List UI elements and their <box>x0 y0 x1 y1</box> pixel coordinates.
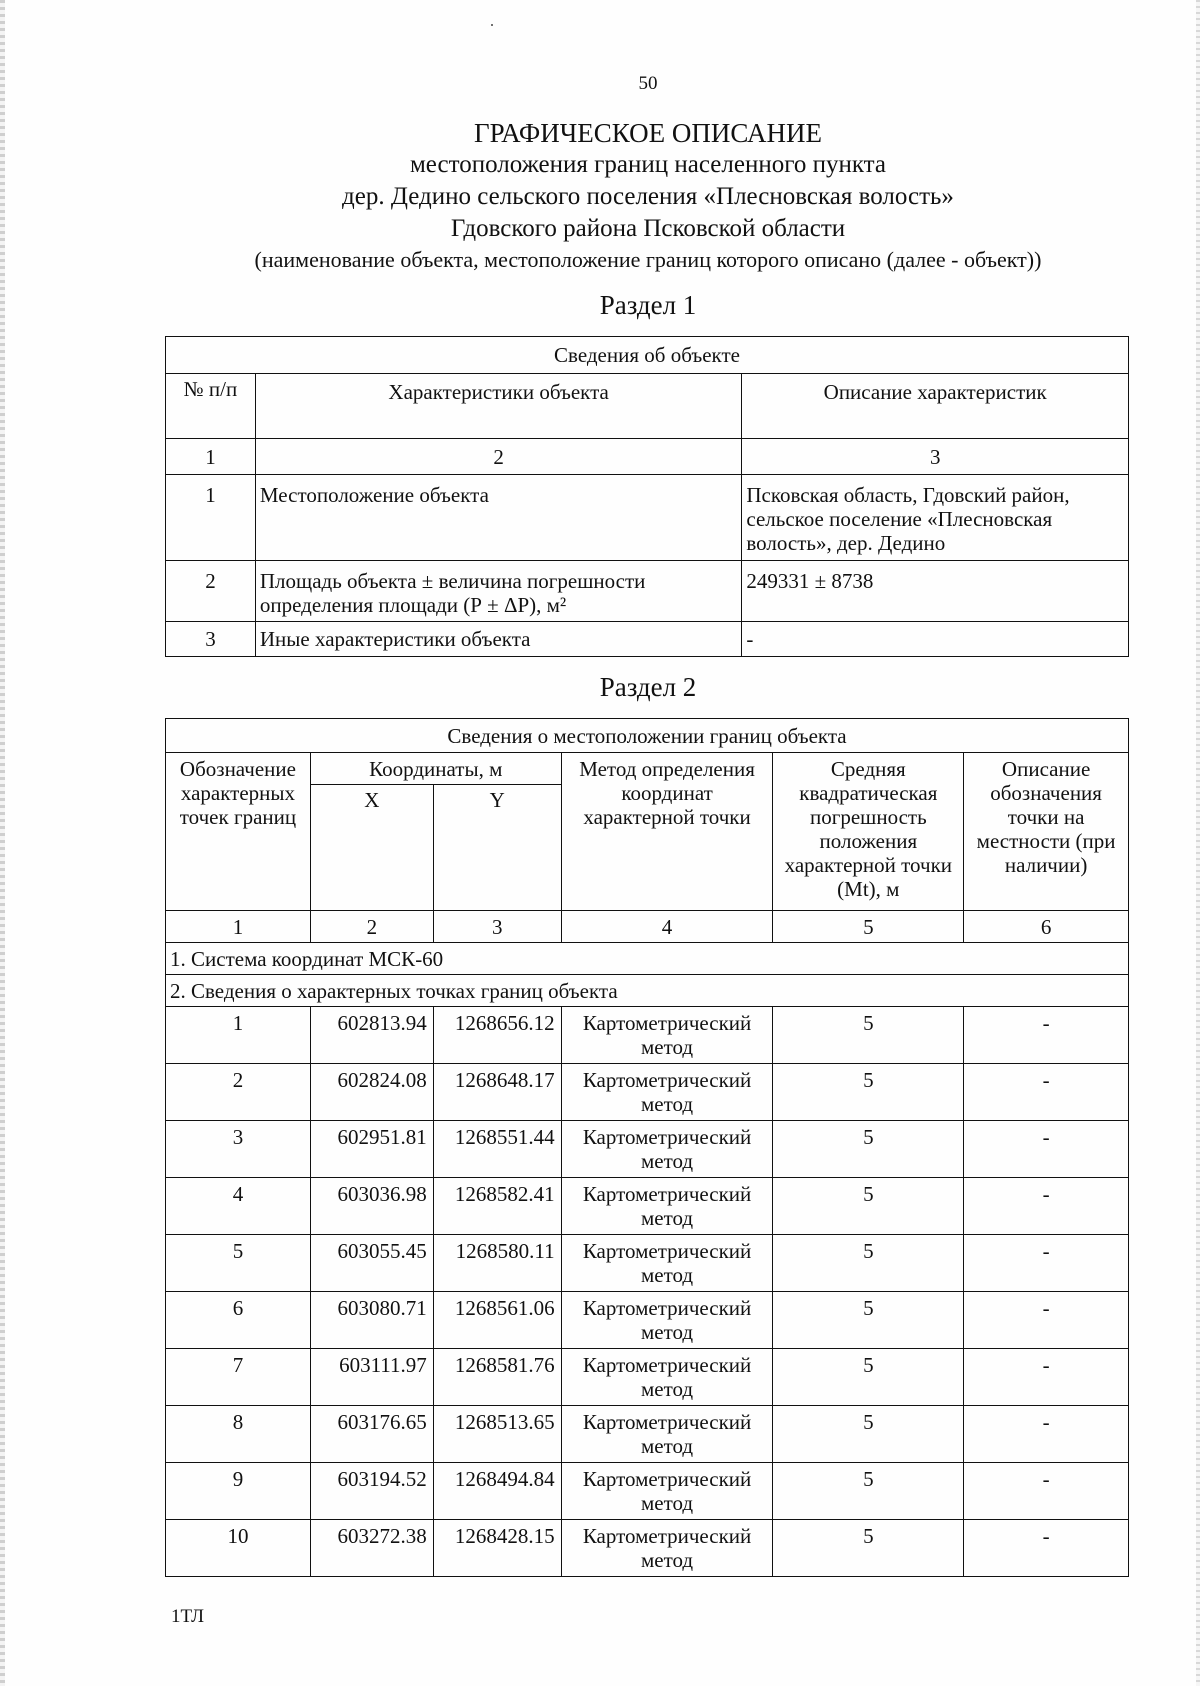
point-y: 1268494.84 <box>433 1463 561 1520</box>
boundary-table-caption: Сведения о местоположении границ объекта <box>166 719 1129 753</box>
col-header-characteristic: Характеристики объекта <box>255 374 741 439</box>
point-y: 1268551.44 <box>433 1121 561 1178</box>
row-description: Псковская область, Гдовский район, сельское поселение «Плесновская волость», дер. Дедино <box>742 475 1129 561</box>
col-number: 4 <box>561 911 773 943</box>
col-header-description: Описание характеристик <box>742 374 1129 439</box>
point-description: - <box>964 1007 1129 1064</box>
row-description: - <box>742 622 1129 657</box>
table-row <box>166 561 1129 622</box>
col-header-method: Метод определения координат характерной точки <box>561 753 773 911</box>
table-row <box>166 1520 1129 1577</box>
table-row <box>166 1292 1129 1349</box>
point-x: 603055.45 <box>310 1235 433 1292</box>
row-index: 1 <box>166 475 256 561</box>
col-number: 3 <box>433 911 561 943</box>
col-header-y: Y <box>433 785 561 911</box>
point-x: 602951.81 <box>310 1121 433 1178</box>
point-method: Картометрический метод <box>561 1292 773 1349</box>
point-id: 10 <box>166 1520 311 1577</box>
point-error: 5 <box>773 1463 964 1520</box>
table-row <box>166 1007 1129 1064</box>
col-header-index: № п/п <box>166 374 256 439</box>
point-description: - <box>964 1406 1129 1463</box>
point-error: 5 <box>773 1007 964 1064</box>
point-error: 5 <box>773 1406 964 1463</box>
col-header-point-description: Описание обозначения точки на местности (при наличии) <box>964 753 1129 911</box>
point-method: Картометрический метод <box>561 1007 773 1064</box>
point-method: Картометрический метод <box>561 1406 773 1463</box>
row-characteristic: Площадь объекта ± величина погрешности определения площади (Р ± ΔР), м² <box>255 561 741 622</box>
point-error: 5 <box>773 1292 964 1349</box>
col-header-coordinates: Координаты, м <box>310 753 561 785</box>
object-info-table <box>165 336 1129 657</box>
header-line-3: Гдовского района Псковской области <box>450 215 846 242</box>
table-row <box>166 1178 1129 1235</box>
point-description: - <box>964 1121 1129 1178</box>
col-number: 5 <box>773 911 964 943</box>
point-method: Картометрический метод <box>561 1121 773 1178</box>
row-characteristic: Иные характеристики объекта <box>255 622 741 657</box>
point-x: 603111.97 <box>310 1349 433 1406</box>
point-y: 1268582.41 <box>433 1178 561 1235</box>
table-row <box>166 1064 1129 1121</box>
point-id: 1 <box>166 1007 311 1064</box>
col-header-point: Обозначение характерных точек границ <box>166 753 311 911</box>
section-2-title: Раздел 2 <box>599 672 697 702</box>
table-row <box>166 1463 1129 1520</box>
document-title: ГРАФИЧЕСКОЕ ОПИСАНИЕ <box>473 118 823 148</box>
point-method: Картометрический метод <box>561 1463 773 1520</box>
point-error: 5 <box>773 1121 964 1178</box>
point-id: 5 <box>166 1235 311 1292</box>
point-y: 1268656.12 <box>433 1007 561 1064</box>
point-error: 5 <box>773 1349 964 1406</box>
table-row <box>166 475 1129 561</box>
point-id: 2 <box>166 1064 311 1121</box>
point-y: 1268428.15 <box>433 1520 561 1577</box>
point-id: 6 <box>166 1292 311 1349</box>
col-number: 2 <box>310 911 433 943</box>
point-x: 603080.71 <box>310 1292 433 1349</box>
col-number: 3 <box>742 439 1129 475</box>
point-x: 602824.08 <box>310 1064 433 1121</box>
point-error: 5 <box>773 1520 964 1577</box>
point-x: 603194.52 <box>310 1463 433 1520</box>
point-x: 603036.98 <box>310 1178 433 1235</box>
point-id: 8 <box>166 1406 311 1463</box>
point-description: - <box>964 1463 1129 1520</box>
col-header-x: X <box>310 785 433 911</box>
row-index: 2 <box>166 561 256 622</box>
table-row <box>166 1121 1129 1178</box>
point-y: 1268648.17 <box>433 1064 561 1121</box>
point-id: 7 <box>166 1349 311 1406</box>
table-row <box>166 1235 1129 1292</box>
point-y: 1268561.06 <box>433 1292 561 1349</box>
table-row <box>166 622 1129 657</box>
table-row <box>166 1406 1129 1463</box>
point-method: Картометрический метод <box>561 1520 773 1577</box>
coordinate-system-row: 1. Система координат МСК-60 <box>166 943 1129 975</box>
col-number: 1 <box>166 911 311 943</box>
row-characteristic: Местоположение объекта <box>255 475 741 561</box>
point-method: Картометрический метод <box>561 1064 773 1121</box>
point-id: 4 <box>166 1178 311 1235</box>
table-row <box>166 1349 1129 1406</box>
point-x: 602813.94 <box>310 1007 433 1064</box>
point-description: - <box>964 1235 1129 1292</box>
points-subheader-row: 2. Сведения о характерных точках границ объекта <box>166 975 1129 1007</box>
header-note: (наименование объекта, местоположение границ которого описано (далее - объект)) <box>254 247 1042 272</box>
col-number: 6 <box>964 911 1129 943</box>
point-error: 5 <box>773 1178 964 1235</box>
point-description: - <box>964 1292 1129 1349</box>
point-id: 3 <box>166 1121 311 1178</box>
point-x: 603176.65 <box>310 1406 433 1463</box>
document-header <box>0 117 1200 275</box>
point-method: Картометрический метод <box>561 1235 773 1292</box>
scan-speck <box>491 24 493 26</box>
col-number: 1 <box>166 439 256 475</box>
point-description: - <box>964 1520 1129 1577</box>
point-y: 1268581.76 <box>433 1349 561 1406</box>
col-number: 2 <box>255 439 741 475</box>
col-header-error: Средняя квадратическая погрешность положения характерной точки (Mt), м <box>773 753 964 911</box>
point-id: 9 <box>166 1463 311 1520</box>
point-error: 5 <box>773 1064 964 1121</box>
point-description: - <box>964 1349 1129 1406</box>
point-method: Картометрический метод <box>561 1349 773 1406</box>
section-1-title: Раздел 1 <box>599 290 697 320</box>
points-body <box>166 1007 1129 1577</box>
page-number: 50 <box>638 73 658 94</box>
point-y: 1268513.65 <box>433 1406 561 1463</box>
boundary-points-table <box>165 718 1129 1577</box>
object-info-caption: Сведения об объекте <box>166 337 1129 374</box>
point-y: 1268580.11 <box>433 1235 561 1292</box>
point-description: - <box>964 1064 1129 1121</box>
point-x: 603272.38 <box>310 1520 433 1577</box>
row-description: 249331 ± 8738 <box>742 561 1129 622</box>
point-error: 5 <box>773 1235 964 1292</box>
point-method: Картометрический метод <box>561 1178 773 1235</box>
footer-code: 1ТЛ <box>171 1606 205 1627</box>
header-line-1: местоположения границ населенного пункта <box>409 151 886 178</box>
header-line-2: дер. Дедино сельского поселения «Плесновская волость» <box>342 183 954 210</box>
row-index: 3 <box>166 622 256 657</box>
point-description: - <box>964 1178 1129 1235</box>
